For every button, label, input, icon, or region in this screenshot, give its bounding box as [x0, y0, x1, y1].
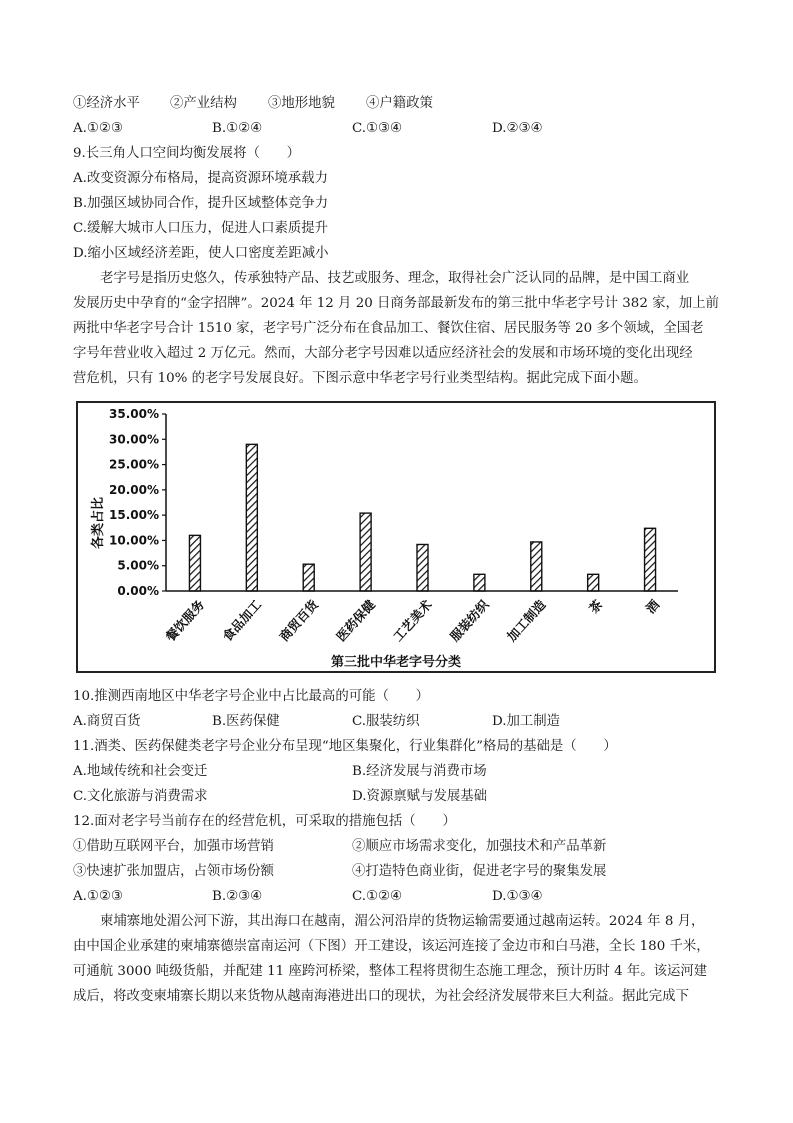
q12-option-d: D.①③④	[492, 889, 543, 904]
q11-stem: 11.酒类、医药保健类老字号企业分布呈现“地区集聚化，行业集群化”格局的基础是（ ）	[73, 739, 617, 754]
x-axis-label: 第三批中华老字号分类	[330, 655, 462, 670]
passage2-line-3: 可通航 3000 吨级货船，并配建 11 座跨河桥梁，整体工程将贯彻生态施工理念，预计历时 4 年。该运河建	[73, 964, 708, 979]
q12-measure-1: ①借助互联网平台，加强市场营销	[73, 839, 274, 854]
q10-stem: 10.推测西南地区中华老字号企业中占比最高的可能（ ）	[73, 689, 430, 704]
q8-option-c: C.①③④	[352, 121, 403, 136]
q12-measure-4: ④打造特色商业街，促进老字号的聚集发展	[352, 864, 607, 879]
passage2-line-2: 由中国企业承建的柬埔寨德崇富南运河（下图）开工建设，该运河连接了金边市和白马港，全长 180 千米，	[73, 939, 710, 954]
q8-option-b: B.①②④	[212, 121, 263, 136]
q8-factor-3: ③地形地貌	[268, 96, 335, 111]
y-tick-label: 30.00%	[109, 432, 159, 447]
bar-8	[588, 574, 599, 591]
y-axis-label: 各类占比	[91, 496, 106, 550]
y-tick-label: 25.00%	[109, 457, 159, 472]
q10-option-d: D.加工制造	[492, 714, 561, 729]
y-tick-label: 0.00%	[117, 584, 159, 598]
passage1-line-1: 老字号是指历史悠久，传承独特产品、技艺或服务、理念，取得社会广泛认同的品牌，是中国工商业	[100, 271, 690, 286]
q10-option-b: B.医药保健	[212, 714, 280, 729]
passage1-line-3: 两批中华老字号合计 1510 家，老字号广泛分布在食品加工、餐饮住宿、居民服务等 20 多个领域，全国老	[73, 321, 704, 336]
q10-option-a: A.商贸百货	[73, 714, 141, 729]
q8-option-a: A.①②③	[73, 121, 123, 136]
x-tick-label: 茶	[585, 596, 606, 617]
q12-option-b: B.②③④	[212, 889, 263, 904]
y-tick-label: 15.00%	[109, 508, 159, 523]
q11-option-b: B.经济发展与消费市场	[352, 764, 487, 779]
q9-option-d: D.缩小区域经济差距，使人口密度差距减小	[73, 246, 329, 261]
q12-measure-2: ②顺应市场需求变化，加强技术和产品革新	[352, 839, 607, 854]
q12-option-c: C.①②④	[352, 889, 403, 904]
x-tick-label: 餐饮服务	[162, 596, 208, 645]
x-tick-label: 医药保健	[333, 596, 378, 645]
q12-stem: 12.面对老字号当前存在的经营危机，可采取的措施包括（ ）	[73, 814, 456, 829]
q9-stem: 9.长三角人口空间均衡发展将（ ）	[73, 146, 301, 161]
bar-7	[531, 542, 542, 591]
passage1-line-2: 发展历史中孕育的“金字招牌”。2024 年 12 月 20 日商务部最新发布的第三批中华老字号计 382 家，加上前	[73, 296, 720, 311]
x-tick-label: 服装纺织	[447, 596, 492, 645]
q11-option-a: A.地域传统和社会变迁	[73, 764, 208, 779]
passage1-line-5: 营危机，只有 10% 的老字号发展良好。下图示意中华老字号行业类型结构。据此完成下面小题。	[73, 371, 647, 386]
bar-3	[303, 564, 314, 591]
x-tick-label: 商贸百货	[276, 596, 321, 645]
chart-frame	[76, 401, 716, 673]
y-tick-label: 35.00%	[109, 407, 159, 421]
y-tick-label: 5.00%	[117, 558, 159, 573]
q11-option-c: C.文化旅游与消费需求	[73, 789, 208, 804]
q8-factor-1: ①经济水平	[73, 96, 140, 111]
bar-2	[246, 444, 257, 591]
passage1-line-4: 字号年营业收入超过 2 万亿元。然而，大部分老字号因难以适应经济社会的发展和市场环境的变化出现经	[73, 346, 693, 361]
q12-measure-3: ③快速扩张加盟店，占领市场份额	[73, 864, 274, 879]
bar-chart	[78, 403, 714, 671]
q11-option-d: D.资源禀赋与发展基础	[352, 789, 488, 804]
bar-5	[417, 544, 428, 591]
q8-factor-4: ④户籍政策	[366, 96, 433, 111]
x-tick-label: 酒	[642, 596, 663, 617]
bar-6	[474, 574, 485, 591]
x-tick-label: 加工制造	[503, 596, 549, 645]
q8-option-d: D.②③④	[492, 121, 543, 136]
x-tick-label: 食品加工	[219, 596, 265, 645]
passage2-line-1: 柬埔寨地处湄公河下游，其出海口在越南，湄公河沿岸的货物运输需要通过越南运转。2024 年 8 月，	[100, 914, 705, 929]
x-tick-label: 工艺美术	[390, 596, 435, 645]
passage2-line-4: 成后，将改变柬埔寨长期以来货物从越南海港进出口的现状，为社会经济发展带来巨大利益。据此完成下	[73, 989, 689, 1004]
q9-option-a: A.改变资源分布格局，提高资源环境承载力	[73, 171, 328, 186]
bar-9	[645, 528, 656, 591]
q12-option-a: A.①②③	[73, 889, 123, 904]
q8-factor-2: ②产业结构	[170, 96, 237, 111]
q9-option-b: B.加强区域协同合作，提升区域整体竞争力	[73, 196, 329, 211]
q10-option-c: C.服装纺织	[352, 714, 420, 729]
y-tick-label: 10.00%	[109, 533, 159, 548]
bar-1	[189, 535, 200, 591]
bar-4	[360, 513, 371, 591]
y-tick-label: 20.00%	[109, 482, 159, 497]
q9-option-c: C.缓解大城市人口压力，促进人口素质提升	[73, 221, 329, 236]
